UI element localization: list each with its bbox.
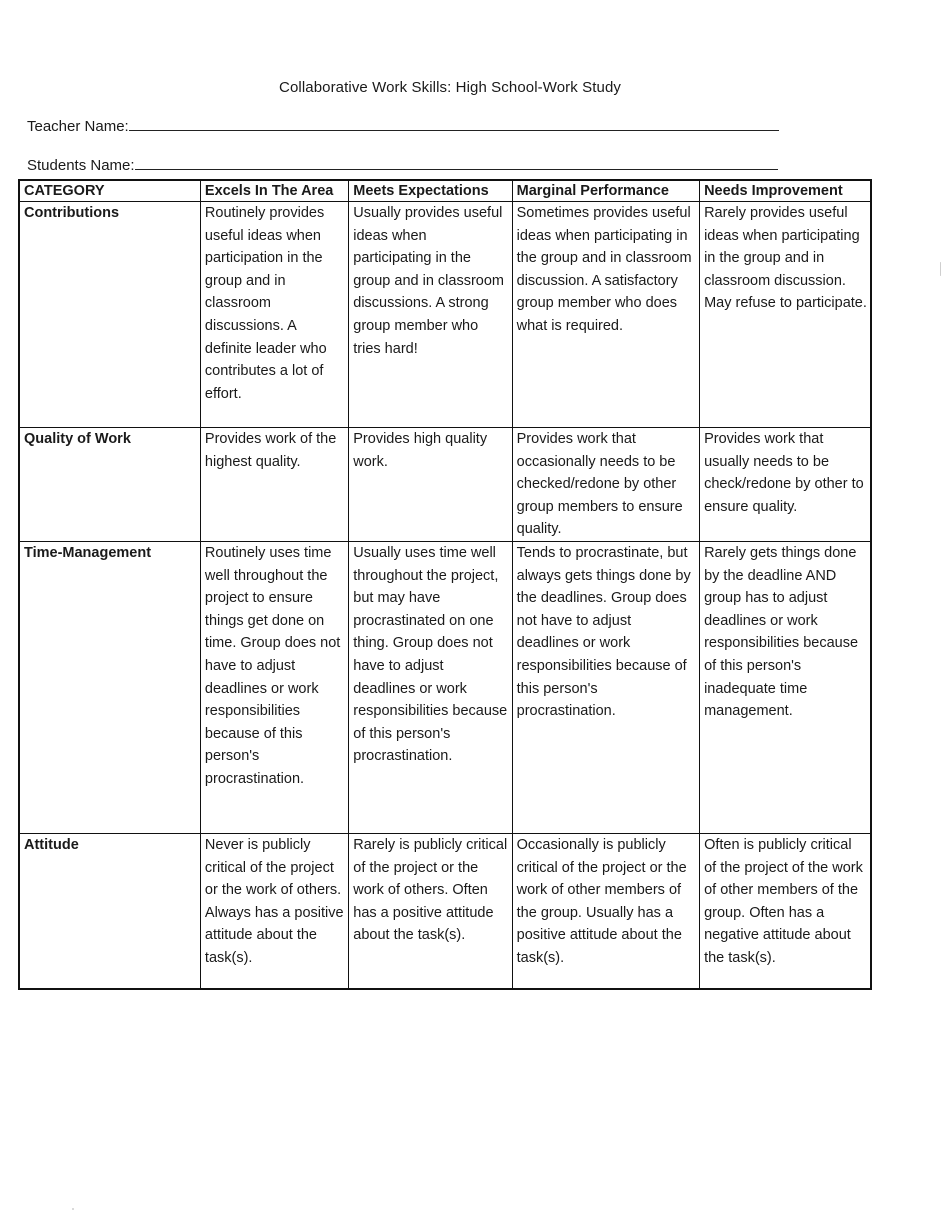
rubric-cell: Routinely uses time well throughout the project to ensure things get done on time. Group does not have to adjust deadlines or work responsibilities because of this person's procrastination. [200,541,348,833]
rubric-cell: Provides high quality work. [349,428,512,542]
header-meets: Meets Expectations [349,180,512,202]
category-cell: Attitude [19,833,200,989]
scan-speck [72,1208,74,1210]
rubric-cell: Never is publicly critical of the project or the work of others. Always has a positive attitude about the task(s). [200,833,348,989]
teacher-name-blank [129,116,779,131]
category-cell: Quality of Work [19,428,200,542]
rubric-cell: Occasionally is publicly critical of the project or the work of other members of the group. Usually has a positive attitude about the task(s). [512,833,699,989]
category-cell: Contributions [19,202,200,428]
rubric-cell: Provides work of the highest quality. [200,428,348,542]
rubric-table [18,179,872,990]
rubric-cell: Rarely gets things done by the deadline AND group has to adjust deadlines or work responsibilities because of this person's inadequate time management. [700,541,871,833]
teacher-name-label: Teacher Name: [27,118,129,135]
table-row [19,428,871,542]
rubric-cell: Tends to procrastinate, but always gets things done by the deadlines. Group does not have to adjust deadlines or work responsibilities because of this person's procrastination. [512,541,699,833]
students-name-line [27,155,778,174]
document-title: Collaborative Work Skills: High School-Work Study [279,79,621,96]
scan-speck [940,262,941,276]
students-name-label: Students Name: [27,157,135,174]
rubric-cell: Sometimes provides useful ideas when participating in the group and in classroom discussion. A satisfactory group member who does what is required. [512,202,699,428]
students-name-blank [135,155,778,170]
teacher-name-line [27,116,779,135]
header-excels: Excels In The Area [200,180,348,202]
header-marginal: Marginal Performance [512,180,699,202]
rubric-cell: Provides work that occasionally needs to be checked/redone by other group members to ensure quality. [512,428,699,542]
rubric-cell: Often is publicly critical of the project of the work of other members of the group. Often has a negative attitude about the task(s). [700,833,871,989]
rubric-cell: Usually provides useful ideas when participating in the group and in classroom discussions. A strong group member who tries hard! [349,202,512,428]
rubric-cell: Rarely provides useful ideas when participating in the group and in classroom discussion. May refuse to participate. [700,202,871,428]
category-cell: Time-Management [19,541,200,833]
header-needs-improvement: Needs Improvement [700,180,871,202]
header-category: CATEGORY [19,180,200,202]
table-row [19,833,871,989]
rubric-cell: Provides work that usually needs to be check/redone by other to ensure quality. [700,428,871,542]
rubric-cell: Routinely provides useful ideas when participation in the group and in classroom discussions. A definite leader who contributes a lot of effort. [200,202,348,428]
rubric-cell: Rarely is publicly critical of the project or the work of others. Often has a positive attitude about the task(s). [349,833,512,989]
table-row [19,541,871,833]
rubric-cell: Usually uses time well throughout the project, but may have procrastinated on one thing. Group does not have to adjust deadlines or work responsibilities because of this person's procrastination. [349,541,512,833]
table-row [19,202,871,428]
header-row [19,180,871,202]
